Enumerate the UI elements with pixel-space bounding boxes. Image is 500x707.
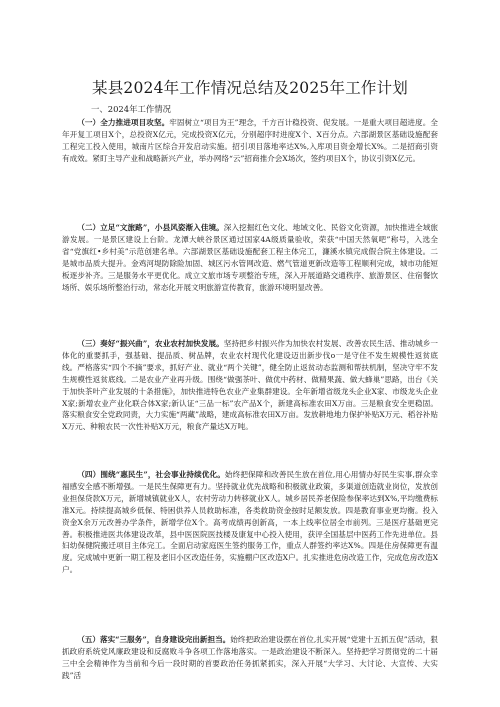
paragraph	[62, 469, 438, 576]
paragraph-text: 始终把政治建设摆在首位,扎实开展“党建十五抓五促”活动，狠抓政府系统党风廉政建设和反腐败斗争各项工作落地落实。一是政治建设不断深入。坚持把学习贯彻党的二十届三中全会精神作为当前和今后一段时期的首要政治任务抓紧抓实，深入开展“大学习、大讨论、大宣传、大实践”活	[62, 635, 438, 680]
section-heading: 一、2024年工作情况	[91, 104, 171, 114]
paragraph-text: 牢固树立“项目为王”理念，千方百计稳投资、促发展。一是重大项目超进度。全年开复工项目X个，总投资X亿元，完成投资X亿元，分别超序时进度X个、X百分点。六部湖景区基础设施配套工程完工投入使用，城南片区综合开发启动实施。招引项目落地率达X%,入库项目资金增长X%。二是招商引资有成效。紧盯主导产业和战略新兴产业，举办网络“云”招商推介会X场次，签约项目X个，协议引资X亿元。	[62, 118, 438, 163]
paragraph	[62, 338, 438, 433]
paragraph-text: 坚持把乡村振兴作为加快农村发展、改善农民生活、推动城乡一体化的重要抓手，强基础、提品质、树品牌，农业农村现代化建设迈出新步伐o一是守住不发生规模性返贫底线。严格落实“四个不摘”要求，抓好产业、就业“两个关键”，健全防止返贫动态监测和帮扶机制，坚决守牢不发生规模性返贫底线。二是农业产业再升级。围绕“做强茶叶、做优中药材、做精果蔬、做大蜂巢”思路，出台《关于加快茶叶产业发展的十条措施》，加快推进特色农业产业集群建设。全年新增省级龙头企业X家、市级龙头企业X家;新增农业产业化联合体X家;新认证“三品一标”农产品X个，新建高标准农田X万亩。三是粮食安全更稳固。落实粮食安全党政同责，大力实施“两藏”战略，建成高标准农田X万亩。发放耕地地力保护补贴X万元、稻谷补贴X万元、种粮农民一次性补贴X万元，粮食产量达X万吨。	[62, 339, 439, 432]
paragraph-lead: （一）全力推进项目攻坚。	[77, 118, 170, 127]
paragraph	[62, 222, 438, 293]
paragraph	[62, 634, 438, 682]
paragraph-lead: （三）奏好“振兴曲”，农业农村加快发展。	[77, 339, 224, 348]
paragraph-text: 始终把保障和改善民生放在首位,用心用情办好民生实事,群众幸福感安全感不断增强。一是民生保障更有力。坚持就业优先战略和积极就业政策，多渠道创造就业岗位，发放创业担保贷款X万元，新增城镇就业X人，农村劳动力转移就业X人。城乡居民养老保险参保率达到X%,平均缴费标准X元。持续提高城乡低保、特困供养人员救助标准，各类救助资金按时足额发放。四是教育事业更均衡。投入资金X余万元改善办学条件，新增学位X个。高考成绩再创新高，一本上线率位居全市前列。三是医疗基础更完善。积极推进医共体建设改革，县中医医院医技楼及康复中心投入使用，获评全国基层中医药工作先进单位。县妇幼保健院搬迁项目主体完工。全面启动家庭医生签约服务工作，重点人群签约率达X%。四是住房保障更有温度。完成城中更新一期工程及老旧小区改造任务，实施棚户区改造X户。扎实推进危房改造工作，完成危房改造X户。	[62, 470, 439, 575]
document-title: 某县2024年工作情况总结及2025年工作计划	[92, 79, 408, 97]
paragraph-lead: （四）围绕“惠民生”，社会事业持续优化。	[77, 470, 225, 479]
paragraph-lead: （五）落实“三服务”，自身建设完出新担当。	[77, 635, 231, 644]
paragraph	[62, 117, 438, 165]
paragraph-text: 深入挖掘红色文化、地域文化、民俗文化资源，加快推进全域旅游发展。一是景区建设上台阶。龙潭大峡谷景区通过国家4A级质量验收，荣获“中国天然氧吧”称号，入选全省“党旗红•乡村美”示范创建名单。六部湖景区基础设施配套工程主体完工，濂溪水镇完成假合院主体建设。二是城市品质大提升。金鸡河堤防除险加固、城区污水管网改造、燃气管道更新改造等工程顺利完成，城市功能短板逐步补齐。三是服务水平更优化。成立文旅市场专项整治专班，深入开展道路交通秩序、旅游景区、住宿餐饮场所、娱乐场所整治行动，常态化开展文明旅游宣传教育，旅游环境明显改善。	[62, 223, 439, 292]
paragraph-lead: （二）立足“文旅路”，小县风姿渐入佳境。	[77, 223, 224, 232]
